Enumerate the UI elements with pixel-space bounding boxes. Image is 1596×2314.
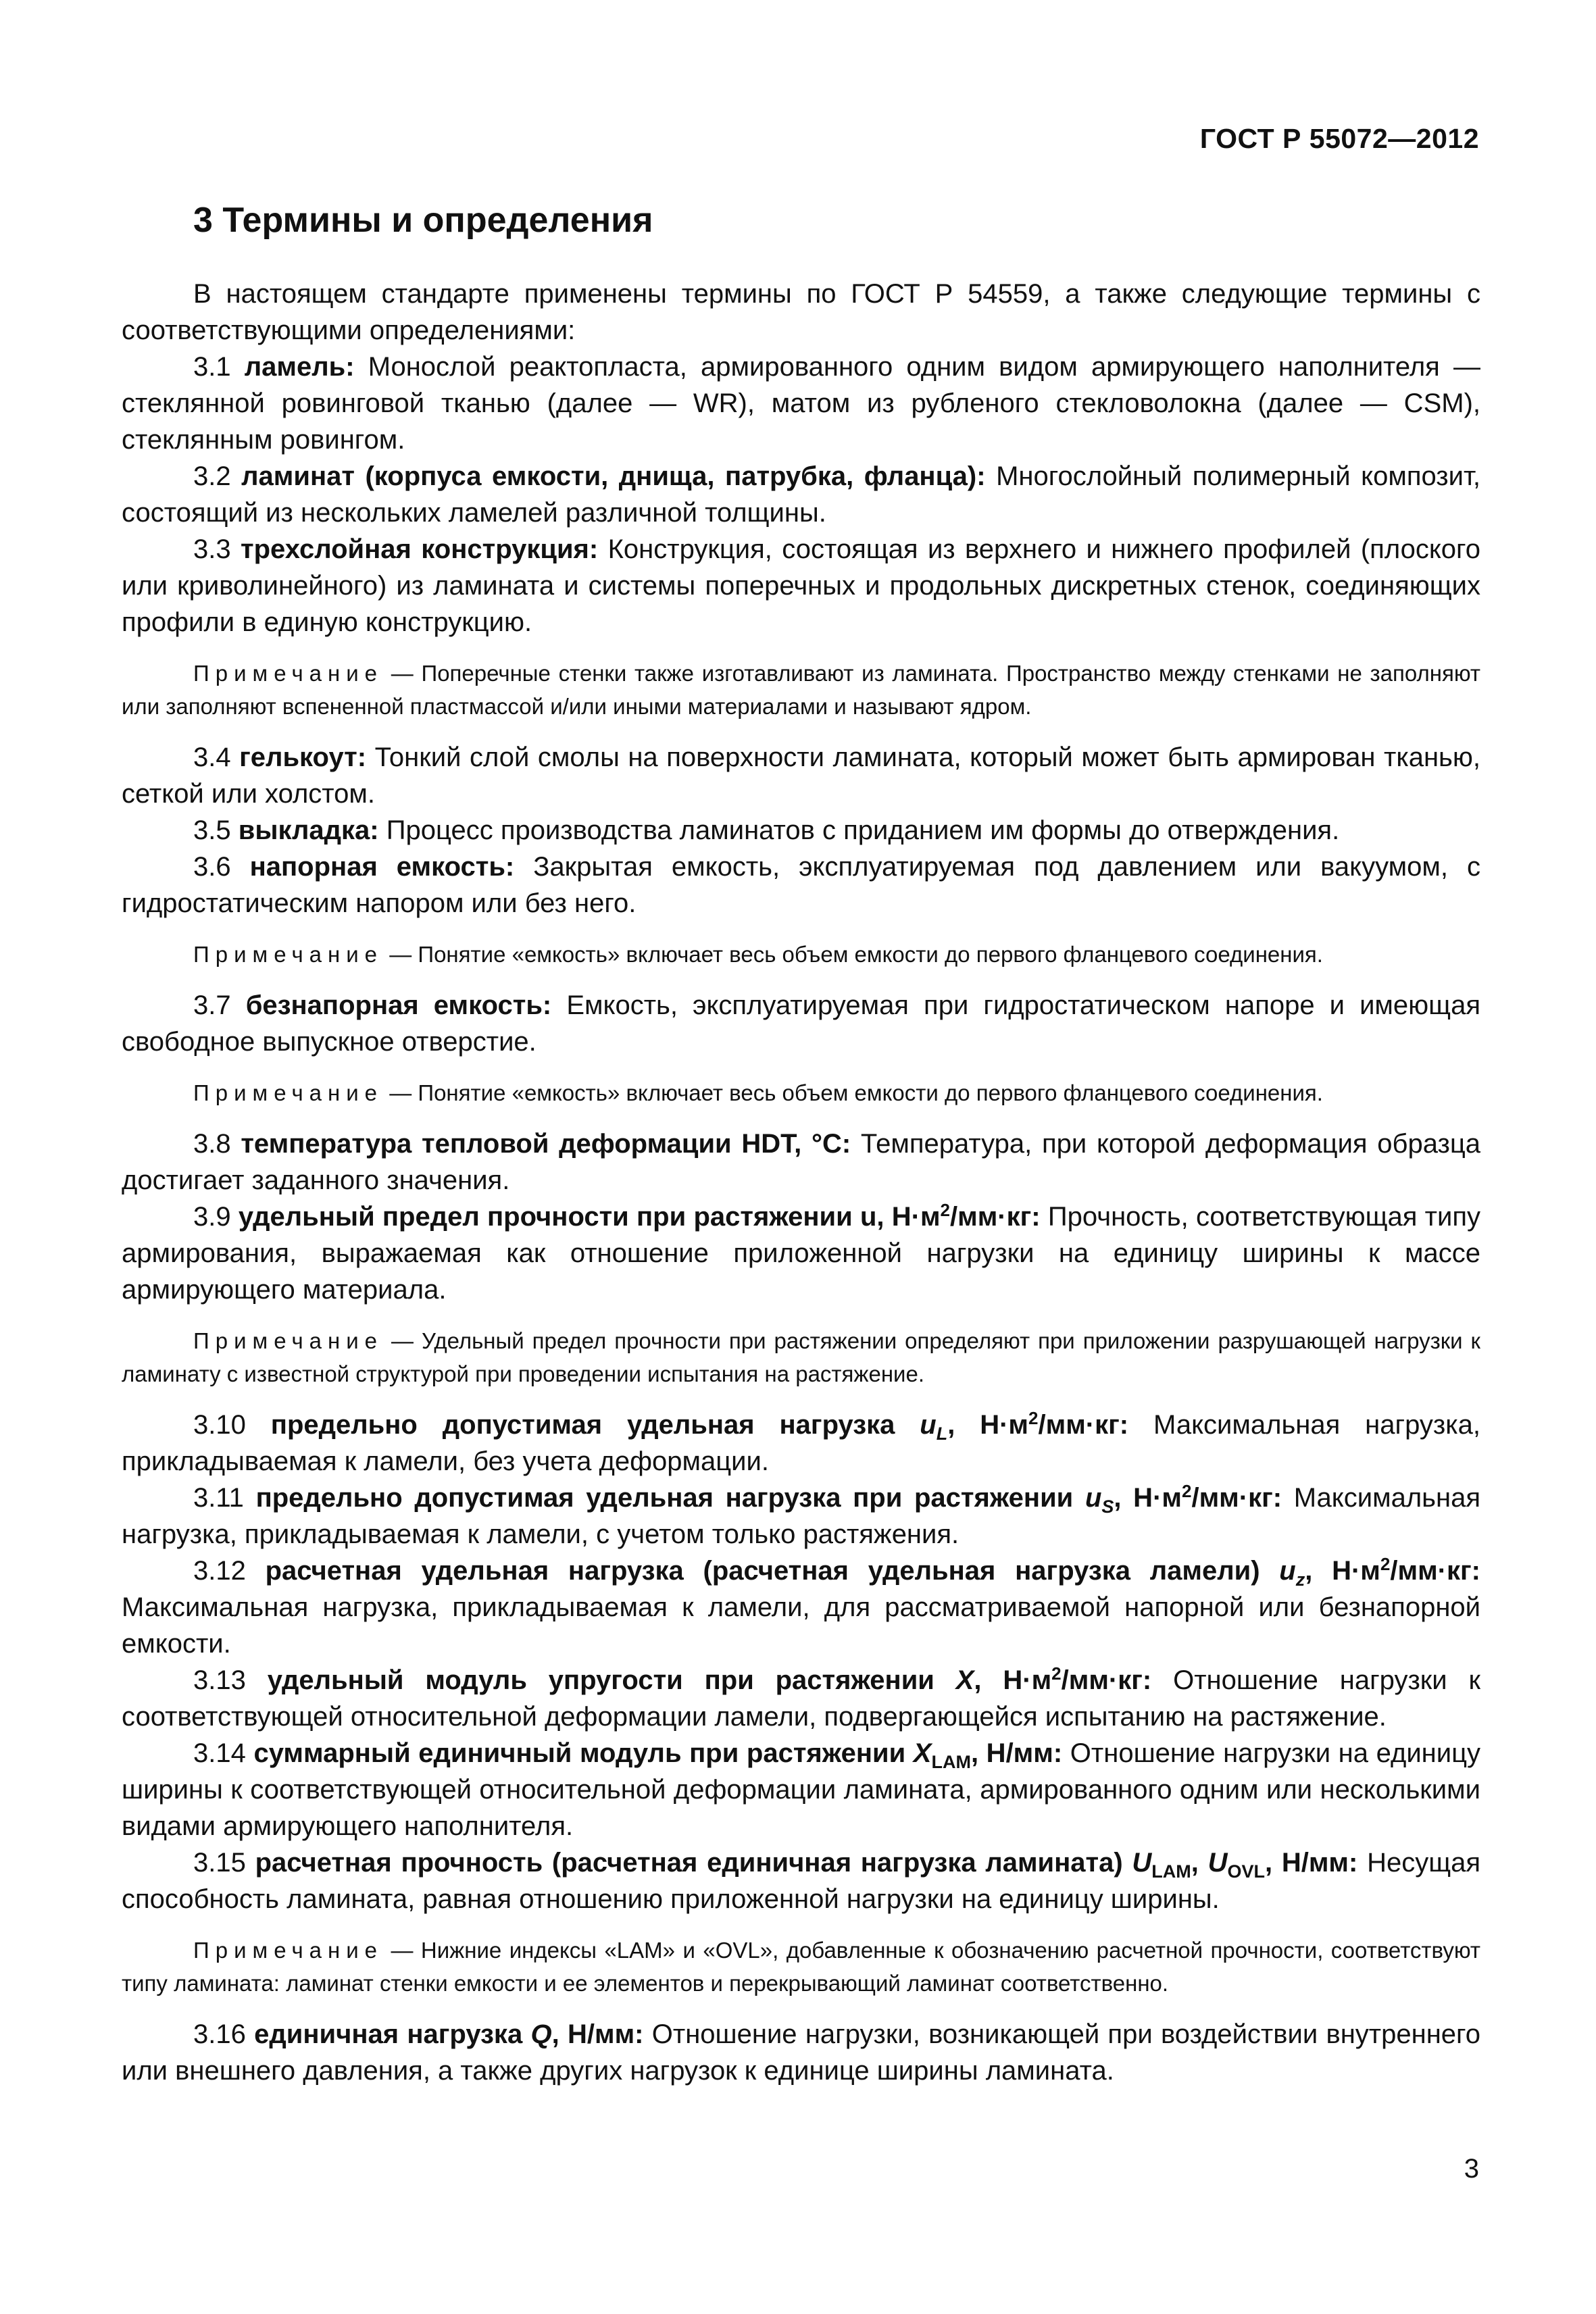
- note-3-15: Примечание — Нижние индексы «LAM» и «OVL», добавленные к обозначению расчетной прочности, соответствуют типу ламината: ламинат стенки емкости и ее элементов и перекрывающий ламинат соответственно.: [122, 1938, 1480, 1996]
- standard-header: ГОСТ Р 55072—2012: [1199, 123, 1479, 154]
- term-3-3: 3.3 трехслойная конструкция: Конструкция, состоящая из верхнего и нижнего профилей (плоского или криволинейного) из ламината и системы поперечных и продольных дискретных стенок, соединяющих профили в единую конструкцию.: [122, 534, 1481, 637]
- note-label: Примечание: [193, 1938, 384, 1963]
- term-3-8: 3.8 температура тепловой деформации HDT, °C: Температура, при которой деформация образца достигает заданного значения.: [122, 1129, 1480, 1195]
- note-label: Примечание: [193, 1080, 384, 1105]
- term-3-4: 3.4 гелькоут: Тонкий слой смолы на поверхности ламината, который может быть армирован тканью, сеткой или холстом.: [122, 743, 1481, 809]
- term-3-13: 3.13 удельный модуль упругости при растяжении X, $Н\cdot м^2/мм\cdot кг$: Отношение нагрузки к соответствующей относительной деформации ламели, подвергающейся испытанию на растяжение.: [122, 1663, 1480, 1732]
- page-number: 3: [1464, 2154, 1479, 2184]
- term-3-14: 3.14 суммарный единичный модуль при растяжении $X_{LAM}$, Н/мм: Отношение нагрузки на единицу ширины к соответствующей относительной деформации ламината, армированного одним или несколькими видами армирующего наполнителя.: [122, 1738, 1481, 1841]
- term-3-16: 3.16 единичная нагрузка Q, Н/мм: Отношение нагрузки, возникающей при воздействии внутреннего или внешнего давления, а также других нагрузок к единице ширины ламината.: [122, 2019, 1480, 2086]
- term-3-5: 3.5 выкладка: Процесс производства ламинатов с приданием им формы до отверждения.: [193, 815, 1340, 845]
- note-3-9: Примечание — Удельный предел прочности при растяжении определяют при приложении разрушающей нагрузки к ламинату с известной структурой при проведении испытания на растяжение.: [122, 1328, 1480, 1386]
- term-3-6: 3.6 напорная емкость: Закрытая емкость, эксплуатируемая под давлением или вакуумом, с гидростатическим напором или без него.: [122, 852, 1480, 918]
- note-3-6: Примечание — Понятие «емкость» включает весь объем емкости до первого фланцевого соединения.: [193, 942, 1323, 967]
- note-label: Примечание: [193, 661, 384, 686]
- note-3-3: Примечание — Поперечные стенки также изготавливают из ламината. Пространство между стенками не заполняют или заполняют вспененной пластмассой и/или иными материалами и называют ядром.: [122, 661, 1480, 719]
- term-3-9: 3.9 удельный предел прочности при растяжении u, $Н\cdot м^2/мм\cdot кг$: Прочность, соответствующая типу армирования, выражаемая как отношение приложенной нагрузки на единицу ширины к массе армирующего материала.: [122, 1200, 1480, 1305]
- section-title: 3 Термины и определения: [193, 201, 653, 240]
- term-3-1: 3.1 ламель: Монослой реактопласта, армированного одним видом армирующего наполнителя — стеклянной ровинговой тканью (далее — WR), матом из рубленого стекловолокна (далее — CSM), стеклянным ровингом.: [122, 352, 1480, 455]
- term-3-12: 3.12 расчетная удельная нагрузка (расчетная удельная нагрузка ламели) $u_z$, $Н\cdot м^2/мм\cdot кг$: Максимальная нагрузка, прикладываемая к ламели, для рассматриваемой напорной или безнапорной емкости.: [122, 1554, 1480, 1659]
- section-body: [122, 276, 1480, 2089]
- term-3-15: 3.15 расчетная прочность (расчетная единичная нагрузка ламината) $U_{LAM}$, $U_{OVL}$, Н/мм: Несущая способность ламината, равная отношению приложенной нагрузки на единицу ширины.: [122, 1848, 1481, 1914]
- note-label: Примечание: [193, 1328, 384, 1353]
- note-3-7: Примечание — Понятие «емкость» включает весь объем емкости до первого фланцевого соединения.: [193, 1080, 1323, 1105]
- term-3-7: 3.7 безнапорная емкость: Емкость, эксплуатируемая при гидростатическом напоре и имеющая свободное выпускное отверстие.: [122, 990, 1480, 1057]
- intro-paragraph: В настоящем стандарте применены термины по ГОСТ Р 54559, а также следующие термины с соответствующими определениями:: [122, 279, 1480, 345]
- term-3-10: 3.10 предельно допустимая удельная нагрузка $u_L$, $Н\cdot м^2/мм\cdot кг$: Максимальная нагрузка, прикладываемая к ламели, без учета деформации.: [122, 1408, 1480, 1476]
- term-3-2: 3.2 ламинат (корпуса емкости, днища, патрубка, фланца): Многослойный полимерный композит, состоящий из нескольких ламелей различной толщины.: [122, 461, 1480, 528]
- note-label: Примечание: [193, 942, 384, 967]
- term-3-11: 3.11 предельно допустимая удельная нагрузка при растяжении $u_S$, $Н\cdot м^2/мм\cdot кг$: Максимальная нагрузка, прикладываемая к ламели, с учетом только растяжения.: [122, 1481, 1480, 1549]
